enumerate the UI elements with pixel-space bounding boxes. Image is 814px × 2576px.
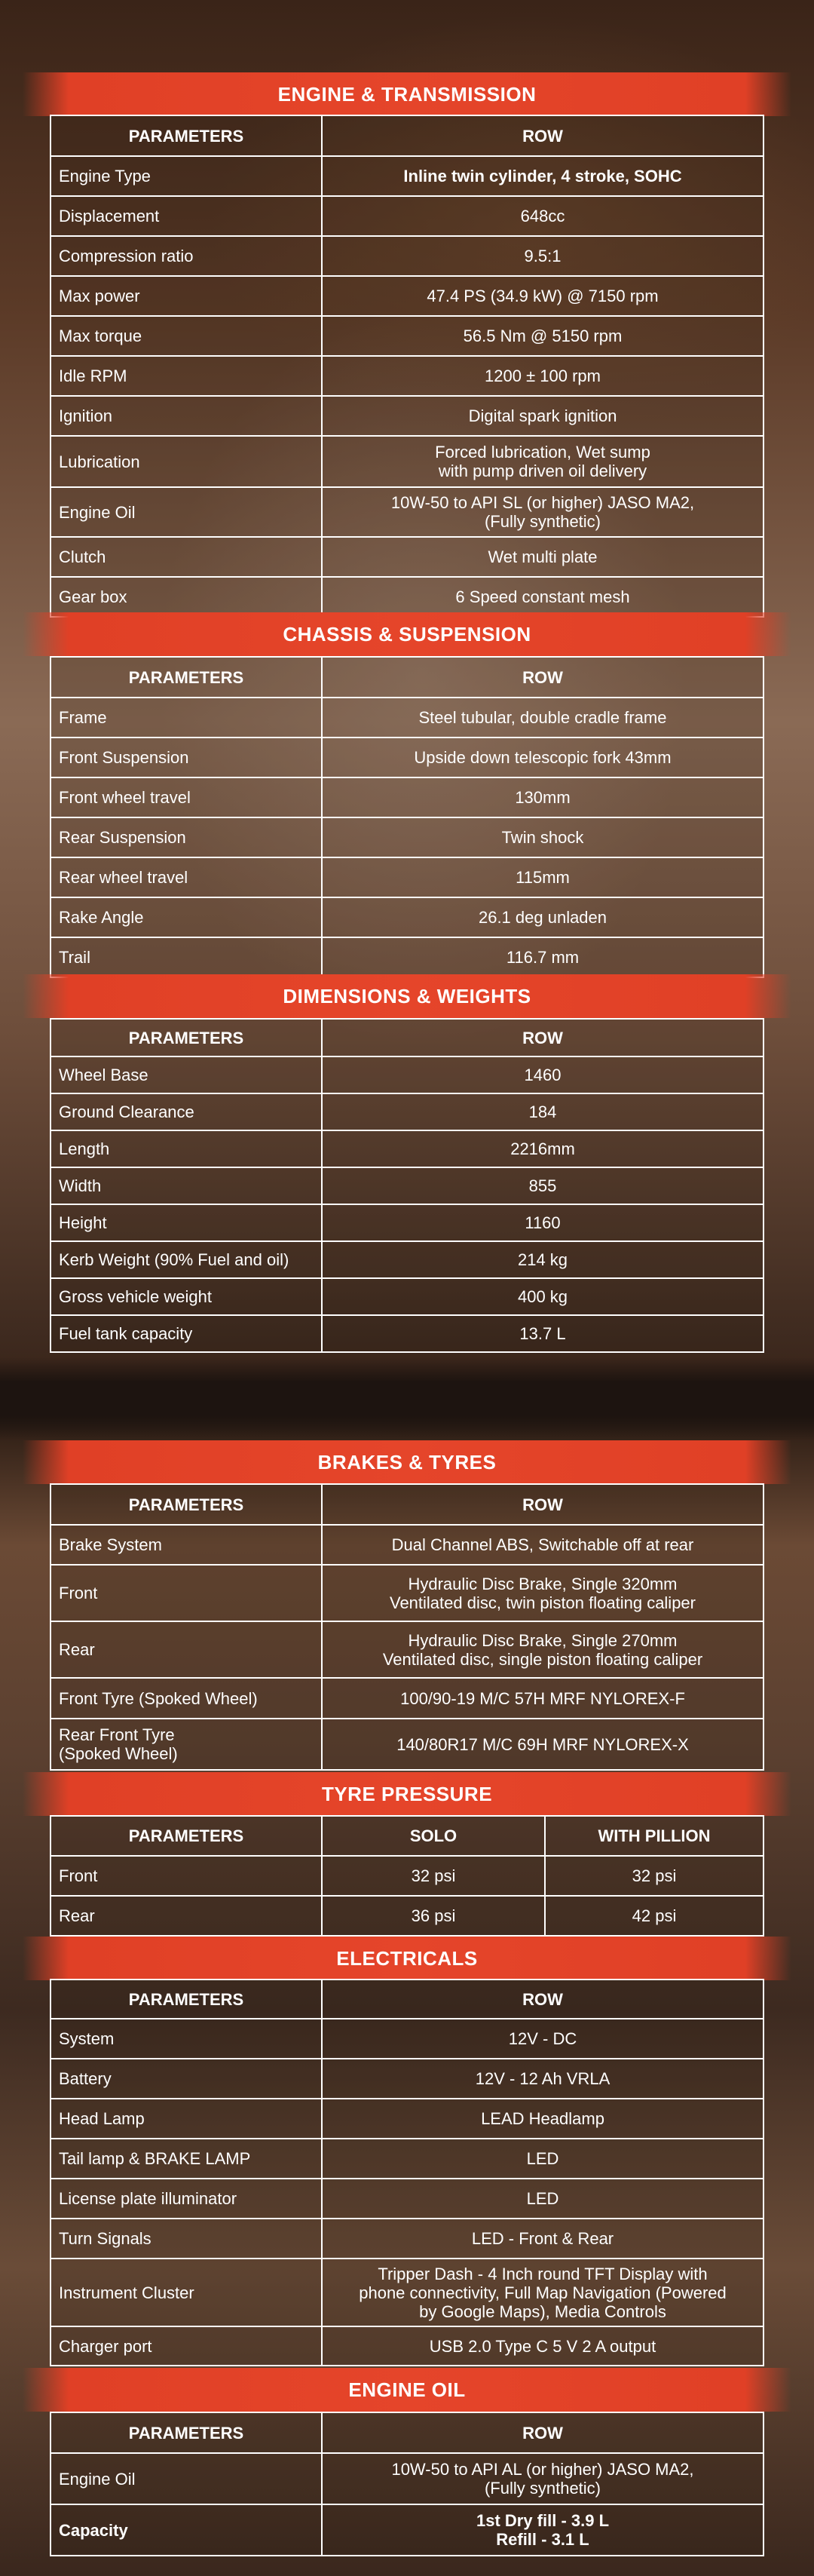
spec-table bbox=[50, 1815, 764, 1937]
section-banner: DIMENSIONS & WEIGHTS bbox=[23, 974, 791, 1018]
value-cell: Dual Channel ABS, Switchable off at rear bbox=[322, 1525, 764, 1565]
value-cell: LED bbox=[322, 2179, 764, 2219]
table-row bbox=[50, 487, 764, 537]
column-header: ROW bbox=[322, 2412, 764, 2453]
table-row bbox=[50, 777, 764, 817]
value-cell: 36 psi bbox=[322, 1896, 545, 1936]
value-cell: 1460 bbox=[322, 1056, 764, 1093]
value-cell: 32 psi bbox=[545, 1856, 764, 1896]
table-header-row bbox=[50, 1484, 764, 1525]
spec-table bbox=[50, 2412, 764, 2556]
value-cell: 32 psi bbox=[322, 1856, 545, 1896]
column-header: PARAMETERS bbox=[50, 1019, 322, 1056]
param-cell: Battery bbox=[50, 2059, 322, 2099]
param-cell: Fuel tank capacity bbox=[50, 1315, 322, 1352]
param-cell: Ignition bbox=[50, 396, 322, 436]
param-cell: Rear bbox=[50, 1896, 322, 1936]
param-cell: Idle RPM bbox=[50, 356, 322, 396]
table-row bbox=[50, 276, 764, 316]
param-cell: Front bbox=[50, 1565, 322, 1621]
value-cell: Twin shock bbox=[322, 817, 764, 857]
table-row bbox=[50, 817, 764, 857]
param-cell: Wheel Base bbox=[50, 1056, 322, 1093]
value-cell: Digital spark ignition bbox=[322, 396, 764, 436]
value-cell: 56.5 Nm @ 5150 rpm bbox=[322, 316, 764, 356]
param-cell: Rear Front Tyre (Spoked Wheel) bbox=[50, 1719, 322, 1770]
value-cell: 6 Speed constant mesh bbox=[322, 577, 764, 617]
param-cell: Engine Type bbox=[50, 156, 322, 196]
param-cell: Rear wheel travel bbox=[50, 857, 322, 897]
column-header: ROW bbox=[322, 115, 764, 156]
value-cell: 130mm bbox=[322, 777, 764, 817]
table-row bbox=[50, 196, 764, 236]
value-cell: Upside down telescopic fork 43mm bbox=[322, 738, 764, 777]
value-cell: Hydraulic Disc Brake, Single 320mm Ventilated disc, twin piston floating caliper bbox=[322, 1565, 764, 1621]
spec-table bbox=[50, 656, 764, 978]
value-cell: 12V - 12 Ah VRLA bbox=[322, 2059, 764, 2099]
table-row bbox=[50, 2259, 764, 2326]
column-header: PARAMETERS bbox=[50, 2412, 322, 2453]
param-cell: Capacity bbox=[50, 2504, 322, 2556]
column-header: ROW bbox=[322, 1484, 764, 1525]
table-header-row bbox=[50, 115, 764, 156]
table-row bbox=[50, 1241, 764, 1278]
column-header: SOLO bbox=[322, 1816, 545, 1856]
table-row bbox=[50, 897, 764, 937]
table-header-row bbox=[50, 2412, 764, 2453]
value-cell: 9.5:1 bbox=[322, 236, 764, 276]
param-cell: Trail bbox=[50, 937, 322, 977]
param-cell: Rear Suspension bbox=[50, 817, 322, 857]
param-cell: Instrument Cluster bbox=[50, 2259, 322, 2326]
table-row bbox=[50, 1719, 764, 1770]
param-cell: License plate illuminator bbox=[50, 2179, 322, 2219]
param-cell: Ground Clearance bbox=[50, 1093, 322, 1130]
table-row bbox=[50, 2219, 764, 2259]
table-row bbox=[50, 1093, 764, 1130]
value-cell: 13.7 L bbox=[322, 1315, 764, 1352]
param-cell: Lubrication bbox=[50, 436, 322, 487]
param-cell: Front Tyre (Spoked Wheel) bbox=[50, 1678, 322, 1719]
column-header: PARAMETERS bbox=[50, 1980, 322, 2019]
table-row bbox=[50, 738, 764, 777]
param-cell: Tail lamp & BRAKE LAMP bbox=[50, 2139, 322, 2179]
param-cell: Width bbox=[50, 1167, 322, 1204]
section-banner: TYRE PRESSURE bbox=[23, 1772, 791, 1816]
table-row bbox=[50, 1525, 764, 1565]
background-divider bbox=[0, 1357, 814, 1440]
param-cell: Height bbox=[50, 1204, 322, 1241]
value-cell: Inline twin cylinder, 4 stroke, SOHC bbox=[322, 156, 764, 196]
column-header: PARAMETERS bbox=[50, 657, 322, 698]
param-cell: Kerb Weight (90% Fuel and oil) bbox=[50, 1241, 322, 1278]
param-cell: Front Suspension bbox=[50, 738, 322, 777]
param-cell: Engine Oil bbox=[50, 2453, 322, 2504]
table-row bbox=[50, 2179, 764, 2219]
value-cell: LED bbox=[322, 2139, 764, 2179]
spec-table bbox=[50, 1979, 764, 2366]
param-cell: Length bbox=[50, 1130, 322, 1167]
column-header: ROW bbox=[322, 657, 764, 698]
value-cell: 1160 bbox=[322, 1204, 764, 1241]
value-cell: 12V - DC bbox=[322, 2019, 764, 2059]
section-banner: BRAKES & TYRES bbox=[23, 1440, 791, 1484]
param-cell: Clutch bbox=[50, 537, 322, 577]
value-cell: Forced lubrication, Wet sump with pump driven oil delivery bbox=[322, 436, 764, 487]
table-row bbox=[50, 1856, 764, 1896]
table-row bbox=[50, 1130, 764, 1167]
column-header: PARAMETERS bbox=[50, 115, 322, 156]
param-cell: System bbox=[50, 2019, 322, 2059]
section-banner: ENGINE & TRANSMISSION bbox=[23, 72, 791, 116]
param-cell: Turn Signals bbox=[50, 2219, 322, 2259]
section-banner: CHASSIS & SUSPENSION bbox=[23, 612, 791, 656]
value-cell: 10W-50 to API SL (or higher) JASO MA2, (Fully synthetic) bbox=[322, 487, 764, 537]
table-row bbox=[50, 2059, 764, 2099]
table-header-row bbox=[50, 1980, 764, 2019]
value-cell: 47.4 PS (34.9 kW) @ 7150 rpm bbox=[322, 276, 764, 316]
value-cell: 140/80R17 M/C 69H MRF NYLOREX-X bbox=[322, 1719, 764, 1770]
param-cell: Head Lamp bbox=[50, 2099, 322, 2139]
table-row bbox=[50, 698, 764, 738]
value-cell: Wet multi plate bbox=[322, 537, 764, 577]
param-cell: Gross vehicle weight bbox=[50, 1278, 322, 1315]
value-cell: Tripper Dash - 4 Inch round TFT Display with phone connectivity, Full Map Navigation (Powered by Google Maps), Media Controls bbox=[322, 2259, 764, 2326]
table-row bbox=[50, 577, 764, 617]
value-cell: 214 kg bbox=[322, 1241, 764, 1278]
spec-table bbox=[50, 1483, 764, 1771]
value-cell: 115mm bbox=[322, 857, 764, 897]
value-cell: 648cc bbox=[322, 196, 764, 236]
spec-table bbox=[50, 1018, 764, 1353]
table-header-row bbox=[50, 657, 764, 698]
table-row bbox=[50, 1621, 764, 1678]
section-banner: ELECTRICALS bbox=[23, 1937, 791, 1980]
table-header-row bbox=[50, 1019, 764, 1056]
value-cell: 2216mm bbox=[322, 1130, 764, 1167]
value-cell: 26.1 deg unladen bbox=[322, 897, 764, 937]
value-cell: USB 2.0 Type C 5 V 2 A output bbox=[322, 2326, 764, 2366]
value-cell: 855 bbox=[322, 1167, 764, 1204]
table-header-row bbox=[50, 1816, 764, 1856]
table-row bbox=[50, 236, 764, 276]
table-row bbox=[50, 937, 764, 977]
section-banner: ENGINE OIL bbox=[23, 2368, 791, 2412]
table-row bbox=[50, 1896, 764, 1936]
param-cell: Engine Oil bbox=[50, 487, 322, 537]
table-row bbox=[50, 2019, 764, 2059]
table-row bbox=[50, 2099, 764, 2139]
table-row bbox=[50, 1167, 764, 1204]
value-cell: 116.7 mm bbox=[322, 937, 764, 977]
value-cell: 1200 ± 100 rpm bbox=[322, 356, 764, 396]
table-row bbox=[50, 2139, 764, 2179]
column-header: PARAMETERS bbox=[50, 1816, 322, 1856]
value-cell: 42 psi bbox=[545, 1896, 764, 1936]
column-header: WITH PILLION bbox=[545, 1816, 764, 1856]
table-row bbox=[50, 1204, 764, 1241]
table-row bbox=[50, 1278, 764, 1315]
param-cell: Max torque bbox=[50, 316, 322, 356]
table-row bbox=[50, 316, 764, 356]
param-cell: Brake System bbox=[50, 1525, 322, 1565]
table-row bbox=[50, 2453, 764, 2504]
param-cell: Displacement bbox=[50, 196, 322, 236]
param-cell: Max power bbox=[50, 276, 322, 316]
param-cell: Gear box bbox=[50, 577, 322, 617]
table-row bbox=[50, 1056, 764, 1093]
param-cell: Front bbox=[50, 1856, 322, 1896]
value-cell: Hydraulic Disc Brake, Single 270mm Ventilated disc, single piston floating caliper bbox=[322, 1621, 764, 1678]
value-cell: 100/90-19 M/C 57H MRF NYLOREX-F bbox=[322, 1678, 764, 1719]
table-row bbox=[50, 156, 764, 196]
value-cell: 10W-50 to API AL (or higher) JASO MA2, (Fully synthetic) bbox=[322, 2453, 764, 2504]
table-row bbox=[50, 1315, 764, 1352]
column-header: PARAMETERS bbox=[50, 1484, 322, 1525]
column-header: ROW bbox=[322, 1019, 764, 1056]
value-cell: LED - Front & Rear bbox=[322, 2219, 764, 2259]
table-row bbox=[50, 436, 764, 487]
table-row bbox=[50, 396, 764, 436]
table-row bbox=[50, 2326, 764, 2366]
value-cell: LEAD Headlamp bbox=[322, 2099, 764, 2139]
param-cell: Rear bbox=[50, 1621, 322, 1678]
table-row bbox=[50, 2504, 764, 2556]
table-row bbox=[50, 857, 764, 897]
param-cell: Charger port bbox=[50, 2326, 322, 2366]
value-cell: Steel tubular, double cradle frame bbox=[322, 698, 764, 738]
value-cell: 184 bbox=[322, 1093, 764, 1130]
value-cell: 1st Dry fill - 3.9 L Refill - 3.1 L bbox=[322, 2504, 764, 2556]
column-header: ROW bbox=[322, 1980, 764, 2019]
table-row bbox=[50, 356, 764, 396]
param-cell: Compression ratio bbox=[50, 236, 322, 276]
table-row bbox=[50, 1565, 764, 1621]
param-cell: Frame bbox=[50, 698, 322, 738]
table-row bbox=[50, 537, 764, 577]
spec-table bbox=[50, 115, 764, 618]
value-cell: 400 kg bbox=[322, 1278, 764, 1315]
param-cell: Rake Angle bbox=[50, 897, 322, 937]
param-cell: Front wheel travel bbox=[50, 777, 322, 817]
table-row bbox=[50, 1678, 764, 1719]
